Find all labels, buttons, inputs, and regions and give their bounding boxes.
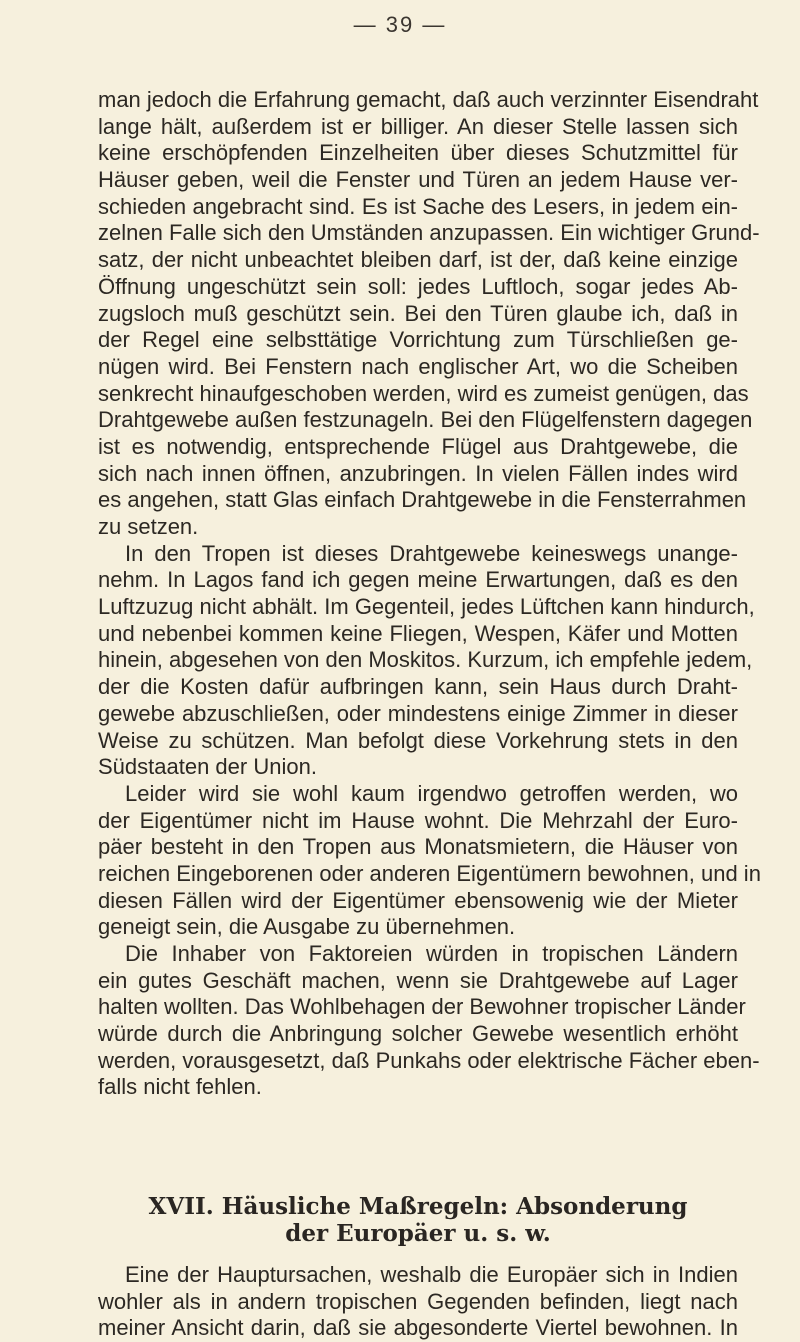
text-line: nügen wird. Bei Fenstern nach englischer Art, wo die Scheiben xyxy=(98,353,738,379)
text-line: schieden angebracht sind. Es ist Sache des Lesers, in jedem ein- xyxy=(98,193,738,219)
text-line: der Eigentümer nicht im Hause wohnt. Die Mehrzahl der Euro- xyxy=(98,807,738,833)
text-line: päer besteht in den Tropen aus Monatsmietern, die Häuser von xyxy=(98,834,738,860)
text-line: zelnen Falle sich den Umständen anzupassen. Ein wichtiger Grund- xyxy=(98,220,760,246)
text-line: würde durch die Anbringung solcher Gewebe wesentlich erhöht xyxy=(98,1021,738,1047)
text-line: Drahtgewebe außen festzunageln. Bei den Flügelfenstern dagegen xyxy=(98,407,753,433)
text-line: zugsloch muß geschützt sein. Bei den Türen glaube ich, daß in xyxy=(98,300,738,326)
text-line: Leider wird sie wohl kaum irgendwo getroffen werden, wo xyxy=(125,780,738,806)
text-line: sich nach innen öffnen, anzubringen. In vielen Fällen indes wird xyxy=(98,460,738,486)
text-line: keine erschöpfenden Einzelheiten über dieses Schutzmittel für xyxy=(98,140,738,166)
text-line: man jedoch die Erfahrung gemacht, daß auch verzinnter Eisendraht xyxy=(98,87,759,112)
section-heading-line: der Europäer u. s. w. xyxy=(285,1220,551,1247)
text-line: ein gutes Geschäft machen, wenn sie Drahtgewebe auf Lager xyxy=(98,967,738,993)
text-line: Die Inhaber von Faktoreien würden in tropischen Ländern xyxy=(125,941,738,966)
text-line: satz, der nicht unbeachtet bleiben darf, ist der, daß keine einzige xyxy=(98,247,738,273)
section-heading-line: XVII. Häusliche Maßregeln: Absonderung xyxy=(148,1193,688,1220)
text-line: der die Kosten dafür aufbringen kann, sein Haus durch Draht- xyxy=(98,674,738,700)
text-line: nehm. In Lagos fand ich gegen meine Erwartungen, daß es den xyxy=(98,567,738,593)
text-line: Weise zu schützen. Man befolgt diese Vorkehrung stets in den xyxy=(98,727,738,753)
text-line: Südstaaten der Union. xyxy=(98,754,317,780)
text-line: Eine der Hauptursachen, weshalb die Europäer sich in Indien xyxy=(125,1262,738,1287)
text-line: diesen Fällen wird der Eigentümer ebensowenig wie der Mieter xyxy=(98,887,738,913)
page-number: — 39 — xyxy=(353,12,447,37)
text-line: werden, vorausgesetzt, daß Punkahs oder elektrische Fächer eben- xyxy=(98,1047,760,1073)
text-line: senkrecht hinaufgeschoben werden, wird es zumeist genügen, das xyxy=(98,380,749,406)
section-heading xyxy=(98,1193,738,1247)
body-text xyxy=(98,87,761,1101)
text-line: lange hält, außerdem ist er billiger. An dieser Stelle lassen sich xyxy=(98,113,738,139)
text-line: es angehen, statt Glas einfach Drahtgewebe in die Fensterrahmen xyxy=(98,487,747,513)
text-line: In den Tropen ist dieses Drahtgewebe keineswegs unange- xyxy=(125,540,738,566)
text-line: Häuser geben, weil die Fenster und Türen an jedem Hause ver- xyxy=(98,167,738,193)
text-line: halten wollten. Das Wohlbehagen der Bewohner tropischer Länder xyxy=(98,994,746,1020)
text-line: Luftzuzug nicht abhält. Im Gegenteil, jedes Lüftchen kann hindurch, xyxy=(98,594,755,620)
text-line: ist es notwendig, entsprechende Flügel aus Drahtgewebe, die xyxy=(98,433,738,459)
text-line: zu setzen. xyxy=(98,514,199,539)
section-text xyxy=(98,1262,738,1342)
text-line: falls nicht fehlen. xyxy=(98,1074,262,1100)
text-line: gewebe abzuschließen, oder mindestens einige Zimmer in dieser xyxy=(98,700,738,726)
text-line: wohler als in andern tropischen Gegenden befinden, liegt nach xyxy=(98,1288,738,1314)
text-line: und nebenbei kommen keine Fliegen, Wespen, Käfer und Motten xyxy=(98,620,738,646)
text-line: Öffnung ungeschützt sein soll: jedes Luftloch, sogar jedes Ab- xyxy=(98,273,738,299)
text-line: reichen Eingeborenen oder anderen Eigentümern bewohnen, und in xyxy=(98,860,761,886)
text-line: meiner Ansicht darin, daß sie abgesonderte Viertel bewohnen. In xyxy=(98,1315,738,1341)
text-line: geneigt sein, die Ausgabe zu übernehmen. xyxy=(98,914,516,940)
text-line: der Regel eine selbsttätige Vorrichtung zum Türschließen ge- xyxy=(98,327,738,353)
text-line: hinein, abgesehen von den Moskitos. Kurzum, ich empfehle jedem, xyxy=(98,647,753,673)
